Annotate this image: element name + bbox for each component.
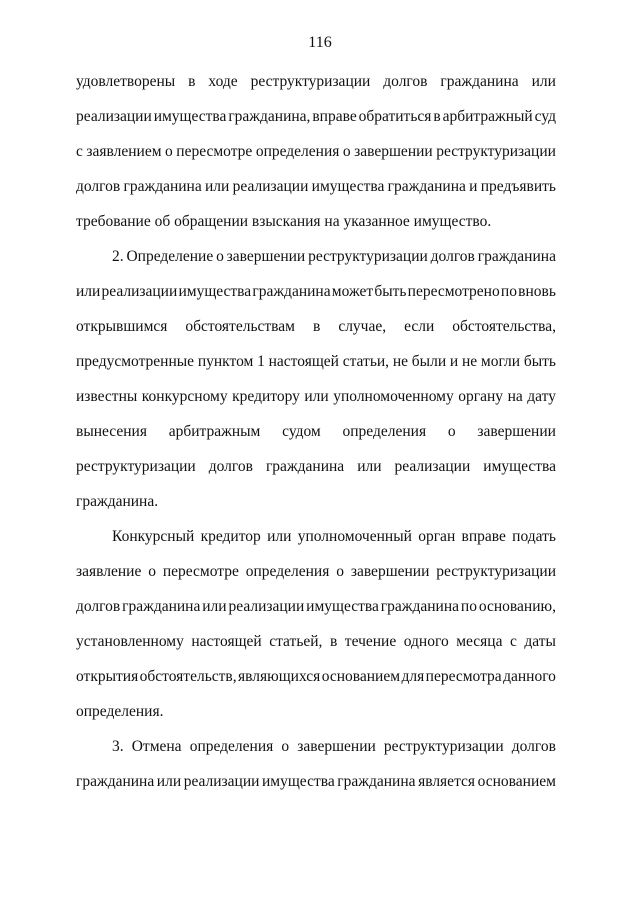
word: арбитражным (168, 423, 261, 440)
word: реструктуризации (76, 458, 196, 475)
word: пересмотре (176, 143, 253, 160)
word: о (148, 563, 156, 580)
word: гражданина (122, 598, 201, 615)
word: реализации (101, 283, 178, 300)
word: 3. (112, 738, 124, 755)
word: или (156, 773, 182, 790)
word: обратиться (358, 108, 432, 125)
word: или (531, 73, 556, 90)
word: конкурсному (141, 388, 228, 405)
word: о (336, 563, 344, 580)
word: не (461, 353, 478, 370)
word: долгов (208, 458, 253, 475)
word: в (312, 318, 321, 335)
word: основанием (321, 668, 401, 685)
text-line (76, 352, 556, 372)
word: завершении (350, 563, 430, 580)
word: открывшимся (76, 318, 168, 335)
word: реализации (183, 773, 260, 790)
word: пересмотра (425, 668, 502, 685)
word: суд (534, 108, 556, 125)
word: или (357, 458, 382, 475)
word: с (76, 143, 83, 160)
word: гражданина (477, 248, 556, 265)
word: течение (344, 633, 397, 650)
word: являющихся (238, 668, 321, 685)
word: гражданина (380, 598, 460, 615)
word: заявление (76, 563, 142, 580)
text-line (112, 247, 556, 267)
text-line (76, 772, 556, 792)
word: данного (503, 668, 556, 685)
word: завершении (354, 143, 433, 160)
word: определения (245, 563, 330, 580)
word: реструктуризации (436, 563, 556, 580)
word: гражданина (76, 773, 155, 790)
text-line (76, 387, 556, 407)
word: или (76, 283, 101, 300)
word: обстоятельствам (185, 318, 295, 335)
word: заявлением (86, 143, 162, 160)
word: о (342, 143, 351, 160)
word: по (500, 283, 517, 300)
word: настоящей (191, 633, 262, 650)
word: судом (282, 423, 321, 440)
text-line (76, 282, 556, 302)
word: имущества (262, 773, 335, 790)
word: уполномоченный (297, 528, 412, 545)
word: установленному (76, 633, 184, 650)
word: реструктуризации (436, 143, 556, 160)
text-line (76, 632, 556, 652)
text-line (76, 107, 556, 127)
word: или (267, 528, 292, 545)
page-number: 116 (308, 34, 332, 51)
text-line (76, 457, 556, 477)
word: подать (512, 528, 556, 545)
word: даты (524, 633, 556, 650)
word: одного (403, 633, 449, 650)
word: реструктуризации (383, 738, 504, 755)
word: завершении (297, 738, 376, 755)
word: предусмотренные (76, 353, 195, 370)
word: определения (189, 738, 274, 755)
word: обстоятельства, (452, 318, 556, 335)
text-line: определения. (76, 703, 164, 720)
word: о (216, 248, 224, 265)
word: завершении (226, 248, 306, 265)
word: пунктом (197, 353, 254, 370)
word: для (401, 668, 425, 685)
word: вынесения (76, 423, 147, 440)
word: если (404, 318, 435, 335)
word: на (507, 388, 523, 405)
word: может (331, 283, 374, 300)
word: о (447, 423, 456, 440)
word: настоящей (268, 353, 339, 370)
word: в (188, 73, 196, 90)
word: определения (342, 423, 427, 440)
word: реструктуризации (250, 73, 371, 90)
word: открытия (76, 668, 139, 685)
word: вправе (312, 108, 357, 125)
word: основанием (477, 773, 556, 790)
word: дату (527, 388, 556, 405)
word: случае, (338, 318, 387, 335)
word: вправе (461, 528, 506, 545)
word: долгов (383, 73, 428, 90)
word: месяца (456, 633, 503, 650)
word: гражданина (265, 458, 345, 475)
word: статьи, (342, 353, 390, 370)
word: Определение (126, 248, 214, 265)
word: основанию, (478, 598, 556, 615)
word: кредитору (232, 388, 300, 405)
word: долгов (511, 738, 556, 755)
word: реализации (228, 598, 305, 615)
word: быть (374, 283, 407, 300)
text-line (76, 597, 556, 617)
word: о (165, 143, 173, 160)
word: реализации (232, 178, 309, 195)
word: пересмотрено (407, 283, 500, 300)
word: гражданина, (228, 108, 311, 125)
word: 1 (257, 353, 265, 370)
word: реализации (394, 458, 471, 475)
word: с (510, 633, 517, 650)
word: имущества (311, 178, 385, 195)
word: арбитражный (442, 108, 533, 125)
word: долгов (430, 248, 475, 265)
word: гражданина (123, 178, 202, 195)
word: гражданина (252, 283, 331, 300)
word: или (202, 598, 227, 615)
word: имущества (153, 108, 227, 125)
word: обстоятельств, (139, 668, 237, 685)
word: Отмена (131, 738, 182, 755)
word: по (460, 598, 477, 615)
word: орган (418, 528, 456, 545)
word: в (433, 108, 441, 125)
word: известны (76, 388, 138, 405)
word: быть (523, 353, 556, 370)
text-line (76, 177, 556, 197)
text-line (76, 142, 556, 162)
word: долгов (76, 178, 121, 195)
word: и (469, 178, 478, 195)
word: имущества (178, 283, 252, 300)
word: пересмотре (162, 563, 239, 580)
word: гражданина (387, 178, 466, 195)
text-line (112, 737, 556, 757)
word: является (418, 773, 476, 790)
word: или (205, 178, 230, 195)
word: органу (458, 388, 504, 405)
word: реализации (76, 108, 152, 125)
word: завершении (477, 423, 556, 440)
text-line (76, 422, 556, 442)
text-line (76, 667, 556, 687)
word: гражданина (337, 773, 416, 790)
word: гражданина (440, 73, 519, 90)
text-line (112, 527, 556, 547)
word: реструктуризации (308, 248, 428, 265)
text-line (76, 317, 556, 337)
word: могли (480, 353, 521, 370)
word: уполномоченному (333, 388, 454, 405)
word: или (304, 388, 329, 405)
text-line: гражданина. (76, 493, 159, 510)
word: статьей, (269, 633, 323, 650)
word: предъявить (480, 178, 556, 195)
word: были (411, 353, 447, 370)
word: удовлетворены (76, 73, 176, 90)
text-line: требование об обращении взыскания на указанное имущество. (76, 213, 492, 230)
word: кредитор (200, 528, 261, 545)
word: 2. (112, 248, 124, 265)
word: долгов (76, 598, 121, 615)
word: имущества (306, 598, 379, 615)
word: и (449, 353, 459, 370)
word: не (392, 353, 409, 370)
word: имущества (483, 458, 556, 475)
text-line (76, 72, 556, 92)
word: определения (255, 143, 340, 160)
word: ходе (208, 73, 238, 90)
word: вновь (518, 283, 556, 300)
word: в (329, 633, 338, 650)
text-line (76, 562, 556, 582)
word: Конкурсный (112, 528, 195, 545)
word: о (281, 738, 290, 755)
